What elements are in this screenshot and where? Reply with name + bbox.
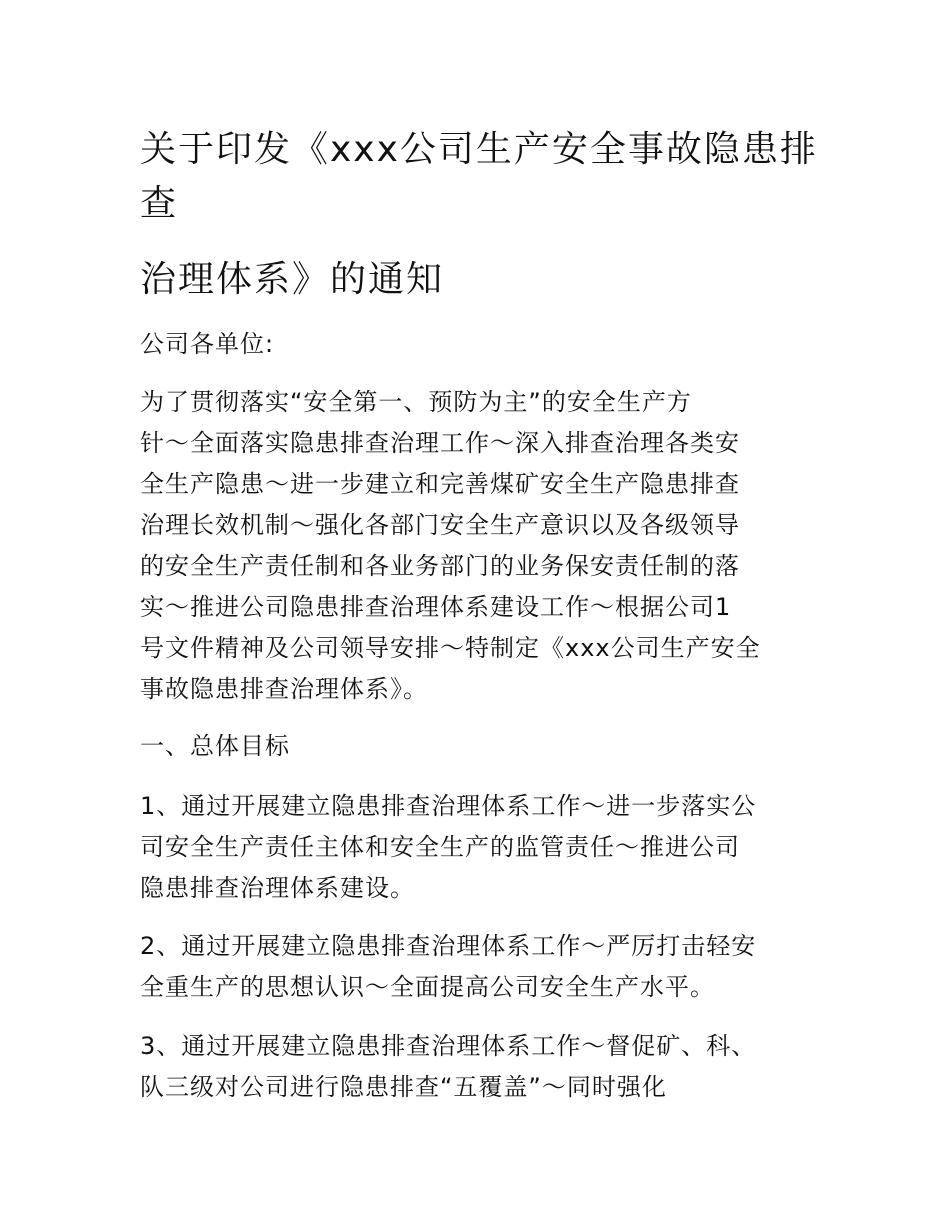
goal-item-line: 隐患排查治理体系建设。 (140, 874, 415, 902)
goal-item-3 (140, 1026, 820, 1108)
intro-line: 针～全面落实隐患排查治理工作～深入排查治理各类安 (140, 429, 740, 457)
salutation-text: 公司各单位: (140, 330, 275, 358)
goal-item-line: 1、通过开展建立隐患排查治理体系工作～进一步落实公 (140, 792, 757, 820)
document-title-line-3: 治理体系》的通知 (140, 259, 445, 300)
section-heading-text: 一、总体目标 (140, 732, 290, 760)
document-title-line-2: 查 (140, 183, 179, 224)
intro-line: 实～推进公司隐患排查治理体系建设工作～根据公司1 (140, 593, 732, 621)
goal-item-2 (140, 926, 820, 1008)
goal-item-1 (140, 786, 820, 909)
goal-item-line: 全重生产的思想认识～全面提高公司安全生产水平。 (140, 973, 715, 1001)
intro-line: 的安全生产责任制和各业务部门的业务保安责任制的落 (140, 552, 740, 580)
intro-line: 事故隐患排查治理体系》。 (140, 675, 428, 703)
intro-line: 全生产隐患～进一步建立和完善煤矿安全生产隐患排查 (140, 470, 740, 498)
section-heading (140, 726, 820, 767)
goal-item-line: 2、通过开展建立隐患排查治理体系工作～严厉打击轻安 (140, 932, 757, 960)
salutation (140, 324, 820, 365)
intro-line: 治理长效机制～强化各部门安全生产意识以及各级领导 (140, 511, 740, 539)
intro-line: 号文件精神及公司领导安排～特制定《xxx公司生产安全 (140, 634, 761, 662)
goal-item-line: 司安全生产责任主体和安全生产的监管责任～推进公司 (140, 833, 740, 861)
goal-item-line: 队三级对公司进行隐患排查“五覆盖”～同时强化 (140, 1073, 667, 1101)
document-title-line-1: 关于印发《xxx公司生产安全事故隐患排 (140, 129, 818, 170)
goal-item-line: 3、通过开展建立隐患排查治理体系工作～督促矿、科、 (140, 1032, 757, 1060)
intro-paragraph (140, 382, 820, 710)
intro-line: 为了贯彻落实“安全第一、预防为主”的安全生产方 (140, 388, 692, 416)
